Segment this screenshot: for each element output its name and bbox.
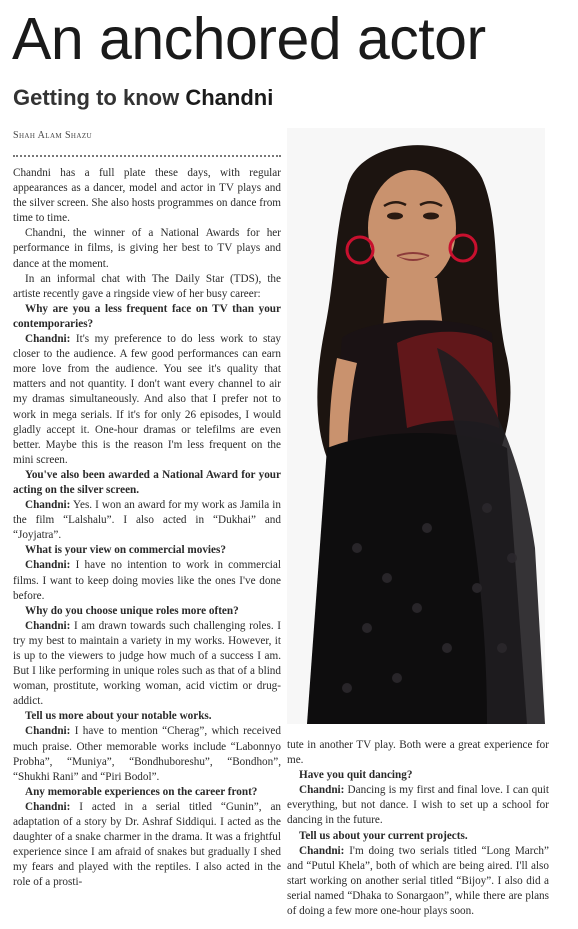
interview-question: You've also been awarded a National Award for your acting on the silver screen. <box>13 468 281 496</box>
subhead-prefix: Getting to know <box>13 85 186 110</box>
interview-question: Tell us more about your notable works. <box>25 710 212 723</box>
interview-question: Why do you choose unique roles more often? <box>25 604 239 617</box>
interview-answer <box>287 844 549 919</box>
speaker-label: Chandni: <box>25 619 71 632</box>
answer-text: I have no intention to work in commercial films. I want to keep doing movies like the ones I've done before. <box>13 559 281 602</box>
answer-text: Yes. I won an award for my work as Jamila in the film “Lalshalu”. I also acted in “Dukhai” and “Joyjatra”. <box>13 499 281 542</box>
intro-paragraph: In an informal chat with The Daily Star (TDS), the artiste recently gave a ringside view of her busy career: <box>13 272 281 300</box>
subheadline <box>13 84 273 112</box>
speaker-label: Chandni: <box>25 559 71 572</box>
face <box>368 170 456 286</box>
subhead-name: Chandni <box>185 85 274 110</box>
speaker-label: Chandni: <box>25 333 71 346</box>
interview-question: What is your view on commercial movies? <box>25 544 226 557</box>
interview-answer <box>13 332 281 468</box>
interview-answer <box>13 800 281 891</box>
answer-text: I am drawn towards such challenging roles. I try my best to maintain a variety in my works. However, it is up to the viewers to judge how much of a success I am. But I like performing in unique roles such as that of a blind woman, prostitute, working woman, acid victim or drug-addict. <box>13 619 281 708</box>
speaker-label: Chandni: <box>25 499 71 512</box>
portrait-illustration <box>287 128 545 724</box>
speaker-label: Chandni: <box>299 784 345 797</box>
dotted-divider <box>13 155 281 157</box>
answer-text: I have to mention “Cherag”, which received much praise. Other memorable works include “Labonnyo Probha”, “Muniya”, “Bondhuboreshu”, “Bondhon”, “Shukhi Rani” and “Piri Bodol”. <box>13 725 281 783</box>
portrait-photo <box>287 128 545 724</box>
answer-text: I'm doing two serials titled “Long March” and “Putul Khela”, both of which are being aired. I'll also start working on another serial titled “Bijoy”. I also did a serial named “Dhaka to Sonargaon”, while there are plans of doing a few more one-hour plays soon. <box>287 844 549 918</box>
interview-question: Have you quit dancing? <box>299 769 413 782</box>
speaker-label: Chandni: <box>25 725 71 738</box>
byline: Shah Alam Shazu <box>13 130 92 141</box>
article-column-right <box>287 738 549 919</box>
intro-paragraph: Chandni, the winner of a National Awards for her performance in films, is giving her best to TV plays and dance at the moment. <box>13 227 281 270</box>
interview-answer <box>13 724 281 784</box>
answer-text: Dancing is my first and final love. I can quit everything, but not dance. I wish to set up a school for dancing in the future. <box>287 784 549 827</box>
interview-question: Tell us about your current projects. <box>299 829 468 842</box>
interview-answer <box>13 498 281 543</box>
intro-paragraph: Chandni has a full plate these days, with regular appearances as a dancer, model and actor in TV plays and the silver screen. She also hosts programmes on dance from time to time. <box>13 167 281 225</box>
speaker-label: Chandni: <box>299 844 345 857</box>
interview-answer <box>13 619 281 710</box>
answer-text: It's my preference to do less work to stay closer to the audience. A few good performances can earn more love from the audience. You see it's quality that matters and not quantity. I don't want every channel to air my dramas simultaneously. And also that I prefer not to work in mega serials. If it's for only 26 episodes, I would gladly accept it. One-hour dramas or telefilms are even better. Maybe this is the reason I'm less frequent on the mini screen. <box>13 333 281 466</box>
continuation-text: tute in another TV play. Both were a great experience for me. <box>287 739 549 767</box>
article-column-left <box>13 166 281 891</box>
interview-answer <box>13 558 281 603</box>
interview-question: Why are you a less frequent face on TV than your contemporaries? <box>13 302 281 330</box>
speaker-label: Chandni: <box>25 800 71 813</box>
headline: An anchored actor <box>12 6 486 72</box>
interview-question: Any memorable experiences on the career front? <box>25 785 258 798</box>
interview-answer <box>287 783 549 828</box>
answer-text: I acted in a serial titled “Gunin”, an adaptation of a story by Dr. Ashraf Siddiqui. I acted as the daughter of a snake charmer in the drama. It was a frightful experience since I am afraid of snakes but gradually I shed my fears and played with the reptiles. I also acted in the role of a prosti- <box>13 800 281 889</box>
